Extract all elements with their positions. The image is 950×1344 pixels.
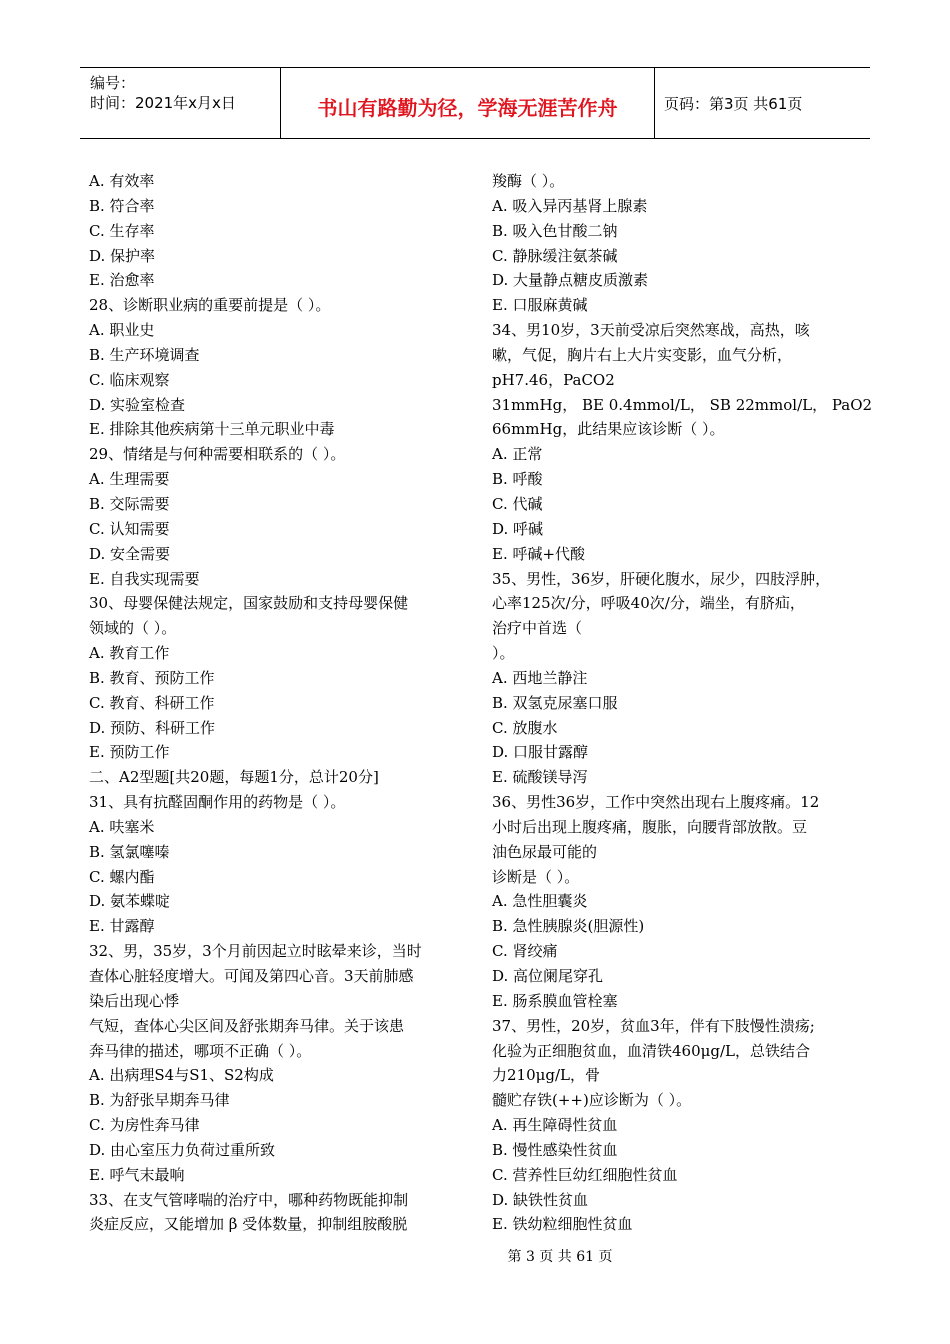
text-line: B. 为舒张早期奔马律 <box>89 1091 230 1110</box>
header-middle-cell <box>281 68 655 138</box>
text-line: 领域的（ ）。 <box>89 619 177 638</box>
text-line: A. 有效率 <box>89 172 155 190</box>
text-line: B. 双氢克尿塞口服 <box>492 693 618 712</box>
page-header <box>80 67 870 139</box>
text-line: 油色尿最可能的 <box>492 842 598 861</box>
text-line: 羧酶（ ）。 <box>492 172 565 190</box>
text-line: 二、A2型题[共20题，每题1分，总计20分] <box>89 768 379 787</box>
text-line: C. 肾绞痛 <box>492 942 558 961</box>
text-line: B. 慢性感染性贫血 <box>492 1140 618 1159</box>
text-line: E. 自我实现需要 <box>89 569 200 588</box>
text-line: 气短，查体心尖区间及舒张期奔马律。关于该患 <box>89 1016 405 1035</box>
text-line: D. 氨苯蝶啶 <box>89 892 171 911</box>
page-footer <box>0 1246 950 1266</box>
text-line: C. 教育、科研工作 <box>89 693 215 712</box>
text-line: E. 口服麻黄碱 <box>492 296 588 315</box>
text-line: D. 高位阑尾穿孔 <box>492 967 604 985</box>
text-line: B. 教育、预防工作 <box>89 668 215 687</box>
text-line: C. 营养性巨幼红细胞性贫血 <box>492 1165 678 1184</box>
text-line: E. 呼碱+代酸 <box>492 544 586 563</box>
right-text-column <box>492 169 873 1237</box>
text-line: E. 治愈率 <box>89 271 155 290</box>
text-line: 35、男性，36岁，肝硬化腹水，尿少，四肢浮肿， <box>492 569 831 588</box>
footer-page-number: 第 3 页 共 61 页 <box>507 1249 613 1265</box>
text-line: A. 教育工作 <box>89 644 170 663</box>
text-line: D. 由心室压力负荷过重所致 <box>89 1140 276 1159</box>
text-line: 炎症反应，又能增加 β 受体数量，抑制组胺酸脱 <box>89 1215 408 1234</box>
text-line: ）。 <box>492 644 515 663</box>
text-line: 查体心脏轻度增大。可闻及第四心音。3天前肺感 <box>89 967 414 985</box>
header-left-cell <box>80 68 281 138</box>
text-line: 嗽，气促，胸片右上大片实变影，血气分析， <box>492 345 793 364</box>
text-line: D. 缺铁性贫血 <box>492 1190 589 1209</box>
text-line: A. 出病理S4与S1、S2构成 <box>89 1066 274 1085</box>
text-line: 32、男，35岁，3个月前因起立时眩晕来诊，当时 <box>89 942 422 961</box>
text-line: 30、母婴保健法规定，国家鼓励和支持母婴保健 <box>89 594 409 613</box>
text-line: E. 预防工作 <box>89 743 170 762</box>
left-text-column <box>89 169 461 1237</box>
text-line: D. 口服甘露醇 <box>492 743 589 762</box>
text-line: E. 甘露醇 <box>89 917 155 936</box>
text-line: C. 为房性奔马律 <box>89 1116 200 1135</box>
text-line: A. 吸入异丙基肾上腺素 <box>492 196 648 215</box>
text-line: 31、具有抗醛固酮作用的药物是（ ）。 <box>89 793 346 812</box>
text-line: 小时后出现上腹疼痛，腹胀，向腰背部放散。豆 <box>492 817 808 836</box>
text-line: B. 交际需要 <box>89 494 170 513</box>
document-date-label: 时间：2021年x月x日 <box>90 94 236 112</box>
text-line: 髓贮存铁(++)应诊断为（ ）。 <box>492 1091 692 1110</box>
text-line: B. 符合率 <box>89 196 155 215</box>
text-line: 33、在支气管哮喘的治疗中，哪种药物既能抑制 <box>89 1190 409 1209</box>
text-line: 66mmHg，此结果应该诊断（ ）。 <box>492 420 725 439</box>
text-line: 诊断是（ ）。 <box>492 867 580 886</box>
text-line: E. 铁幼粒细胞性贫血 <box>492 1215 633 1234</box>
header-motto: 书山有路勤为径，学海无涯苦作舟 <box>317 96 618 120</box>
text-line: A. 再生障碍性贫血 <box>492 1116 618 1135</box>
text-line: 治疗中首选（ <box>492 619 583 638</box>
text-line: D. 大量静点糖皮质激素 <box>492 271 649 290</box>
text-line: A. 西地兰静注 <box>492 668 588 687</box>
text-line: D. 呼碱 <box>492 519 544 538</box>
text-line: B. 吸入色甘酸二钠 <box>492 221 618 240</box>
text-line: 37、男性，20岁，贫血3年，伴有下肢慢性溃疡; <box>492 1016 815 1035</box>
text-line: 化验为正细胞贫血，血清铁460μg/L，总铁结合 <box>492 1041 810 1060</box>
text-line: D. 实验室检查 <box>89 395 186 414</box>
text-line: A. 职业史 <box>89 321 155 340</box>
text-line: E. 硫酸镁导泻 <box>492 768 588 787</box>
text-line: pH7.46，PaCO2 <box>492 370 615 389</box>
text-line: 奔马律的描述，哪项不正确（ ）。 <box>89 1041 312 1060</box>
text-line: 34、男10岁，3天前受凉后突然寒战，高热，咳 <box>492 321 810 340</box>
text-line: A. 急性胆囊炎 <box>492 892 588 911</box>
text-line: C. 认知需要 <box>89 519 170 538</box>
text-line: E. 排除其他疾病第十三单元职业中毒 <box>89 420 335 439</box>
text-line: 28、诊断职业病的重要前提是（ ）。 <box>89 296 331 315</box>
text-line: D. 预防、科研工作 <box>89 718 216 737</box>
text-line: C. 螺内酯 <box>89 867 155 886</box>
text-line: C. 生存率 <box>89 221 155 240</box>
text-line: D. 安全需要 <box>89 544 171 563</box>
text-line: A. 生理需要 <box>89 470 170 489</box>
text-line: B. 生产环境调查 <box>89 345 200 364</box>
text-line: 31mmHg， BE 0.4mmol/L， SB 22mmol/L， PaO2 <box>492 395 873 414</box>
text-line: 心率125次/分，呼吸40次/分，端坐，有脐疝， <box>492 594 805 613</box>
text-line: B. 呼酸 <box>492 470 543 489</box>
text-line: C. 放腹水 <box>492 718 558 737</box>
text-line: E. 肠系膜血管栓塞 <box>492 991 618 1010</box>
text-line: A. 正常 <box>492 445 543 464</box>
text-line: 染后出现心悸 <box>89 991 180 1010</box>
text-line: E. 呼气末最响 <box>89 1165 185 1184</box>
text-line: C. 代碱 <box>492 494 543 513</box>
text-line: C. 临床观察 <box>89 370 170 389</box>
text-line: B. 急性胰腺炎(胆源性) <box>492 917 645 936</box>
header-right-cell <box>655 68 870 138</box>
text-line: A. 呋塞米 <box>89 817 155 836</box>
text-line: 29、情绪是与何种需要相联系的（ ）。 <box>89 445 346 464</box>
text-line: 力210μg/L，骨 <box>492 1066 600 1085</box>
header-page-info: 页码：第3页 共61页 <box>664 95 803 113</box>
text-line: D. 保护率 <box>89 246 156 265</box>
text-line: 36、男性36岁，工作中突然出现右上腹疼痛。12 <box>492 793 820 812</box>
document-number-label: 编号： <box>90 74 136 92</box>
text-line: C. 静脉缓注氨茶碱 <box>492 246 618 265</box>
text-line: B. 氢氯噻嗪 <box>89 842 170 861</box>
